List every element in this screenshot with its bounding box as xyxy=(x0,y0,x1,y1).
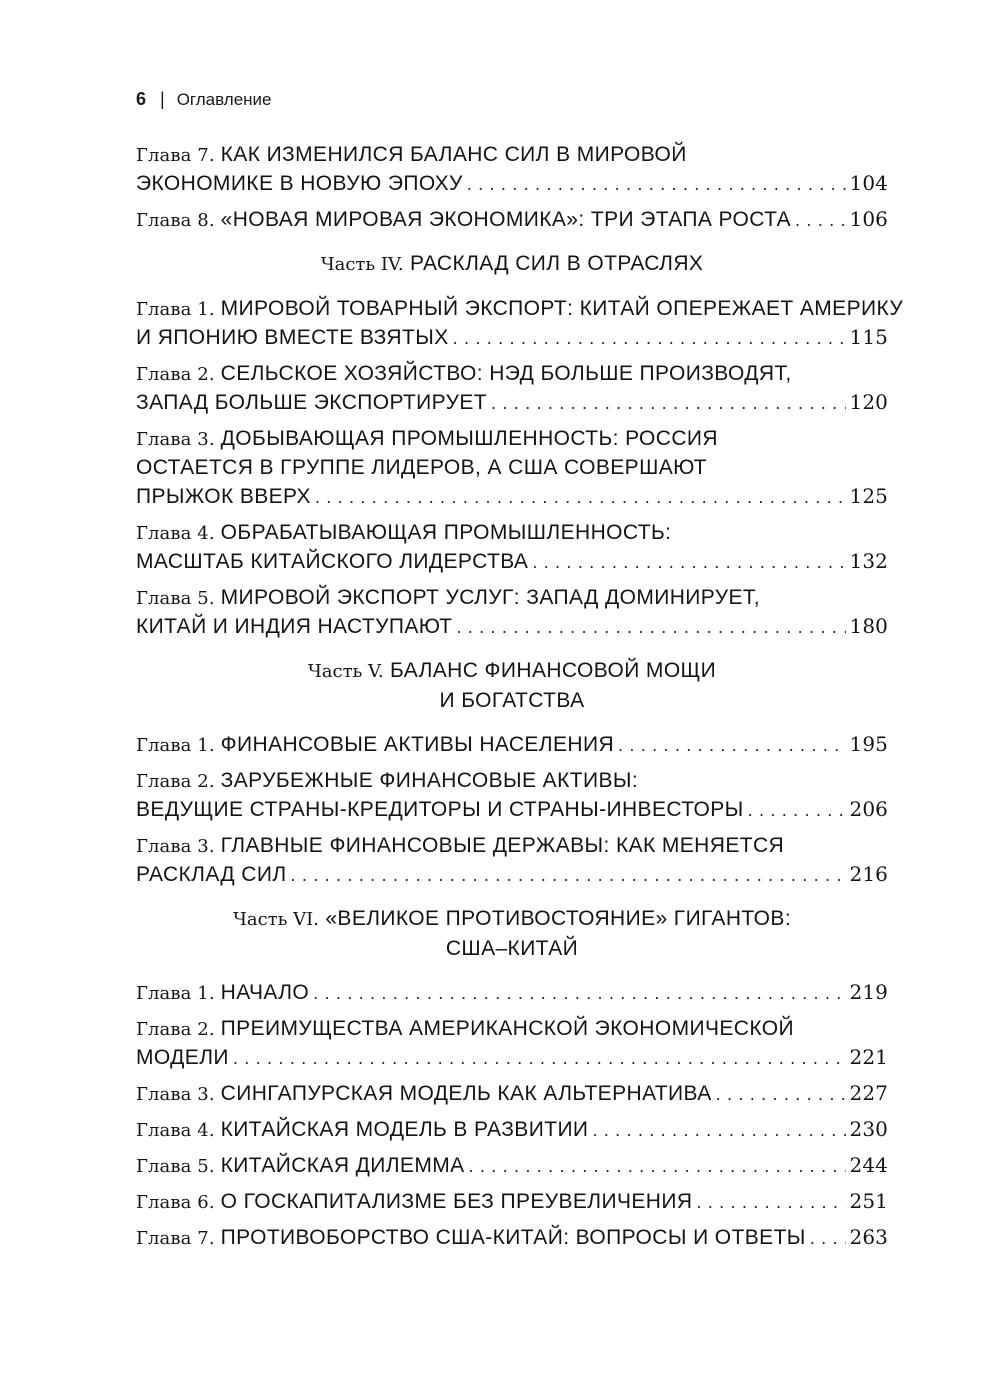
chapter-page: 216 xyxy=(849,862,888,886)
chapter-number: Глава 3. xyxy=(136,1084,215,1105)
dot-leader xyxy=(453,323,846,353)
part-number: Часть IV. xyxy=(320,254,404,275)
chapter-title: КИТАЙСКАЯ МОДЕЛЬ В РАЗВИТИИ xyxy=(220,1118,589,1141)
chapter-page: 180 xyxy=(849,614,888,638)
toc-entry-p6-ch7[interactable] xyxy=(136,1223,888,1252)
toc-entry-p5-ch2[interactable] xyxy=(136,766,888,824)
chapter-title: «НОВАЯ МИРОВАЯ ЭКОНОМИКА»: ТРИ ЭТАПА РОСТА xyxy=(220,208,792,231)
chapter-title: ОБРАБАТЫВАЮЩАЯ ПРОМЫШЛЕННОСТЬ: xyxy=(220,521,672,544)
part-number: Часть VI. xyxy=(232,909,319,930)
toc-entry-p4-ch2[interactable] xyxy=(136,359,888,417)
chapter-number: Глава 1. xyxy=(136,983,215,1004)
dot-leader xyxy=(795,205,846,235)
chapter-number: Глава 6. xyxy=(136,1192,215,1213)
chapter-page: 227 xyxy=(849,1081,888,1105)
chapter-title: НАЧАЛО xyxy=(220,981,310,1004)
chapter-title: КИТАЙСКАЯ ДИЛЕММА xyxy=(220,1154,465,1177)
dot-leader xyxy=(233,1043,846,1073)
chapter-number: Глава 2. xyxy=(136,1019,215,1040)
chapter-number: Глава 3. xyxy=(136,836,215,857)
dot-leader xyxy=(467,169,846,199)
chapter-title-cont: ЗАПАД БОЛЬШЕ ЭКСПОРТИРУЕТ xyxy=(136,391,487,414)
chapter-number: Глава 2. xyxy=(136,771,215,792)
chapter-number: Глава 8. xyxy=(136,210,215,231)
dot-leader xyxy=(716,1079,846,1109)
part-number: Часть V. xyxy=(307,661,384,682)
chapter-title: ФИНАНСОВЫЕ АКТИВЫ НАСЕЛЕНИЯ xyxy=(220,733,615,756)
chapter-page: 106 xyxy=(849,207,888,231)
chapter-title-cont: ВЕДУЩИЕ СТРАНЫ-КРЕДИТОРЫ И СТРАНЫ-ИНВЕСТОРЫ xyxy=(136,798,744,821)
chapter-page: 195 xyxy=(849,732,888,756)
part-title: РАСКЛАД СИЛ В ОТРАСЛЯХ xyxy=(409,252,704,275)
toc-entry-p6-ch5[interactable] xyxy=(136,1151,888,1180)
table-of-contents xyxy=(136,140,904,1259)
toc-entry-p4-ch1[interactable] xyxy=(136,294,904,352)
chapter-title: МИРОВОЙ ЭКСПОРТ УСЛУГ: ЗАПАД ДОМИНИРУЕТ, xyxy=(220,586,761,609)
chapter-title-cont: РАСКЛАД СИЛ xyxy=(136,863,287,886)
chapter-page: 221 xyxy=(849,1045,888,1069)
chapter-title: МИРОВОЙ ТОВАРНЫЙ ЭКСПОРТ: КИТАЙ ОПЕРЕЖАЕТ АМЕРИКУ xyxy=(220,297,904,320)
dot-leader xyxy=(532,547,845,577)
chapter-title: ЗАРУБЕЖНЫЕ ФИНАНСОВЫЕ АКТИВЫ: xyxy=(220,769,639,792)
chapter-title: СЕЛЬСКОЕ ХОЗЯЙСТВО: НЭД БОЛЬШЕ ПРОИЗВОДЯТ, xyxy=(220,362,792,385)
dot-leader xyxy=(291,860,846,890)
toc-entry-p4-ch5[interactable] xyxy=(136,583,888,641)
dot-leader xyxy=(696,1187,845,1217)
chapter-number: Глава 4. xyxy=(136,523,215,544)
toc-entry-p6-ch6[interactable] xyxy=(136,1187,888,1216)
chapter-title-cont: И ЯПОНИЮ ВМЕСТЕ ВЗЯТЫХ xyxy=(136,326,449,349)
running-head xyxy=(136,89,271,110)
header-separator: | xyxy=(160,89,165,109)
toc-entry-top-ch8[interactable] xyxy=(136,205,888,234)
dot-leader xyxy=(313,978,845,1008)
chapter-title: КАК ИЗМЕНИЛСЯ БАЛАНС СИЛ В МИРОВОЙ xyxy=(220,143,687,166)
chapter-page: 115 xyxy=(849,325,888,349)
chapter-number: Глава 4. xyxy=(136,1120,215,1141)
chapter-page: 104 xyxy=(849,171,888,195)
toc-entry-top-ch7[interactable] xyxy=(136,140,888,198)
toc-entry-p6-ch4[interactable] xyxy=(136,1115,888,1144)
chapter-number: Глава 2. xyxy=(136,364,215,385)
dot-leader xyxy=(491,388,846,418)
chapter-page: 120 xyxy=(849,390,888,414)
chapter-page: 125 xyxy=(849,484,888,508)
chapter-page: 219 xyxy=(849,980,888,1004)
toc-entry-p6-ch3[interactable] xyxy=(136,1079,888,1108)
toc-entry-p4-ch4[interactable] xyxy=(136,518,888,576)
dot-leader xyxy=(469,1151,846,1181)
chapter-page: 263 xyxy=(849,1225,888,1249)
chapter-number: Глава 5. xyxy=(136,588,215,609)
dot-leader xyxy=(810,1223,846,1253)
toc-entry-p6-ch2[interactable] xyxy=(136,1014,888,1072)
chapter-page: 244 xyxy=(849,1153,888,1177)
chapter-title-cont: КИТАЙ И ИНДИЯ НАСТУПАЮТ xyxy=(136,615,453,638)
header-title: Оглавление xyxy=(176,89,272,109)
toc-entry-p5-ch3[interactable] xyxy=(136,831,888,889)
toc-entry-p6-ch1[interactable] xyxy=(136,978,888,1007)
dot-leader xyxy=(592,1115,845,1145)
toc-entry-p5-ch1[interactable] xyxy=(136,730,888,759)
chapter-number: Глава 3. xyxy=(136,429,215,450)
chapter-title: ПРОТИВОБОРСТВО США-КИТАЙ: ВОПРОСЫ И ОТВЕТЫ xyxy=(220,1226,806,1249)
chapter-page: 132 xyxy=(849,549,888,573)
chapter-title: ГЛАВНЫЕ ФИНАНСОВЫЕ ДЕРЖАВЫ: КАК МЕНЯЕТСЯ xyxy=(220,834,785,857)
chapter-title-cont: ПРЫЖОК ВВЕРХ xyxy=(136,485,311,508)
chapter-page: 251 xyxy=(849,1189,888,1213)
part-title: БАЛАНС ФИНАНСОВОЙ МОЩИ xyxy=(389,659,717,682)
chapter-title: ПРЕИМУЩЕСТВА АМЕРИКАНСКОЙ ЭКОНОМИЧЕСКОЙ xyxy=(220,1017,794,1040)
dot-leader xyxy=(315,482,846,512)
part-title-cont: США–КИТАЙ xyxy=(445,937,579,960)
chapter-title: О ГОСКАПИТАЛИЗМЕ БЕЗ ПРЕУВЕЛИЧЕНИЯ xyxy=(220,1190,693,1213)
part-title-cont: И БОГАТСТВА xyxy=(439,689,585,712)
chapter-title-cont: МАСШТАБ КИТАЙСКОГО ЛИДЕРСТВА xyxy=(136,550,529,573)
chapter-number: Глава 1. xyxy=(136,735,215,756)
chapter-number: Глава 5. xyxy=(136,1156,215,1177)
page-number: 6 xyxy=(136,89,147,109)
dot-leader xyxy=(618,730,845,760)
chapter-title-cont: МОДЕЛИ xyxy=(136,1046,229,1069)
chapter-number: Глава 7. xyxy=(136,145,215,166)
chapter-page: 230 xyxy=(849,1117,888,1141)
chapter-number: Глава 1. xyxy=(136,299,215,320)
chapter-page: 206 xyxy=(849,797,888,821)
part-heading-v xyxy=(136,656,888,715)
chapter-title: ДОБЫВАЮЩАЯ ПРОМЫШЛЕННОСТЬ: РОССИЯ xyxy=(220,427,718,450)
part-heading-vi xyxy=(136,904,888,963)
part-title: «ВЕЛИКОЕ ПРОТИВОСТОЯНИЕ» ГИГАНТОВ: xyxy=(325,907,792,930)
dot-leader xyxy=(456,612,845,642)
dot-leader xyxy=(748,795,846,825)
chapter-title: СИНГАПУРСКАЯ МОДЕЛЬ КАК АЛЬТЕРНАТИВА xyxy=(220,1082,712,1105)
part-heading-iv xyxy=(136,249,888,279)
chapter-number: Глава 7. xyxy=(136,1228,215,1249)
chapter-title-cont: ЭКОНОМИКЕ В НОВУЮ ЭПОХУ xyxy=(136,172,463,195)
toc-entry-p4-ch3[interactable] xyxy=(136,424,888,511)
chapter-title-cont: ОСТАЕТСЯ В ГРУППЕ ЛИДЕРОВ, А США СОВЕРШАЮТ xyxy=(136,456,707,479)
